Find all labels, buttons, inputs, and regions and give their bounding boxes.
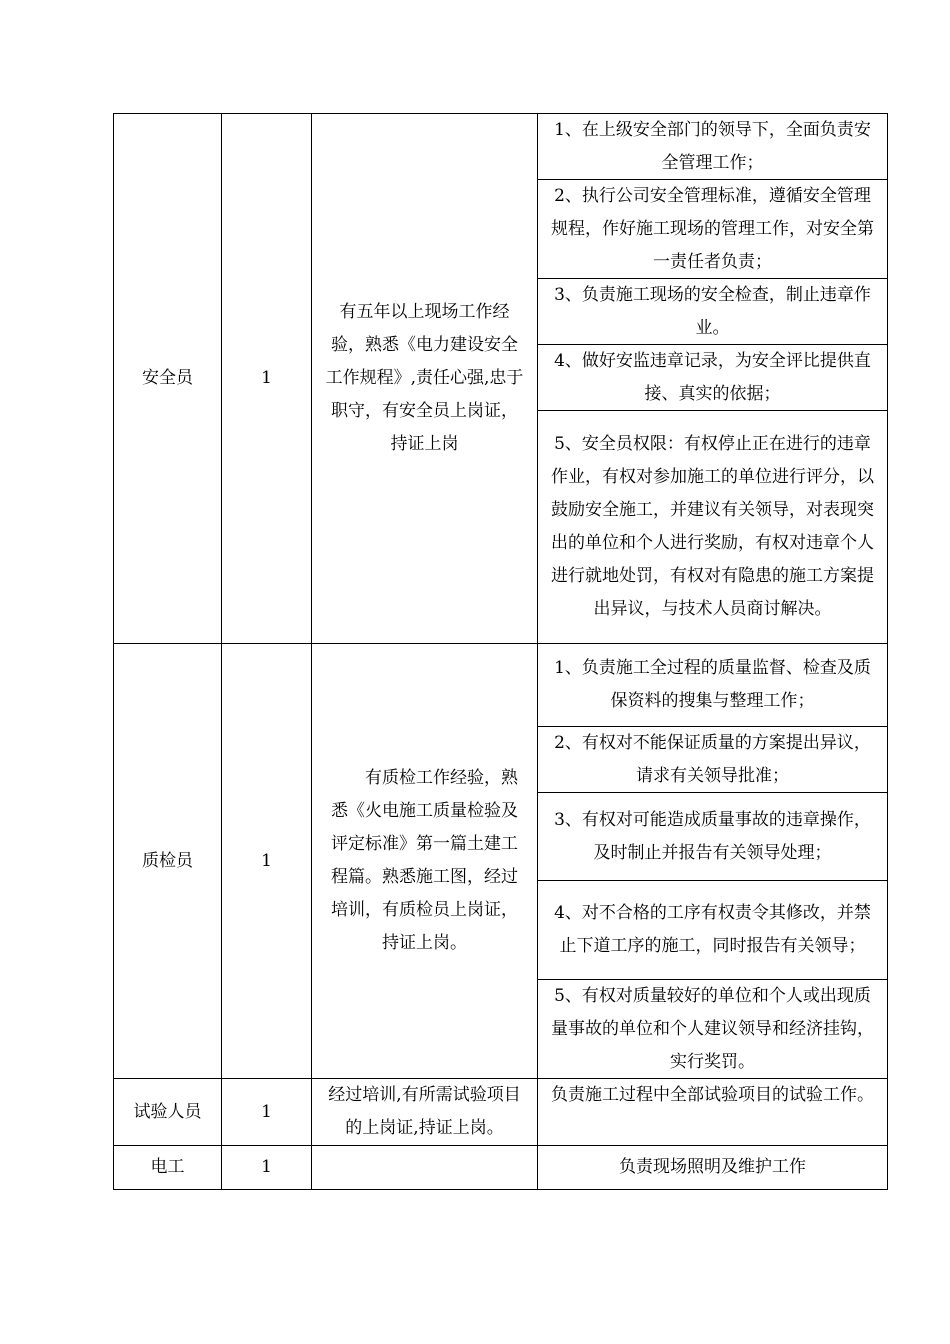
qualification-cell: 经过培训,有所需试验项目的上岗证,持证上岗。 <box>312 1079 538 1146</box>
table-row <box>114 644 888 1079</box>
count-cell: 1 <box>222 1079 312 1146</box>
duty-item: 4、做好安监违章记录，为安全评比提供直接、真实的依据； <box>538 345 887 411</box>
table-row <box>114 1146 888 1190</box>
count-cell: 1 <box>222 644 312 1079</box>
duty-item: 5、有权对质量较好的单位和个人或出现质量事故的单位和个人建议领导和经济挂钩，实行奖罚。 <box>551 985 874 1072</box>
duty-cell: 负责施工过程中全部试验项目的试验工作。 <box>538 1079 888 1146</box>
count-cell: 1 <box>222 1146 312 1190</box>
duties-cell <box>538 644 888 1079</box>
duty-item: 2、执行公司安全管理标准，遵循安全管理规程，作好施工现场的管理工作，对安全第一责任者负责； <box>538 180 887 279</box>
table-row <box>114 114 888 644</box>
duty-item: 3、有权对可能造成质量事故的违章操作，及时制止并报告有关领导处理； <box>538 793 887 881</box>
duty-item: 3、负责施工现场的安全检查，制止违章作业。 <box>538 279 887 345</box>
qualification-cell: 有五年以上现场工作经验，熟悉《电力建设安全工作规程》,责任心强,忠于职守，有安全员上岗证，持证上岗 <box>312 114 538 644</box>
duty-item: 5、安全员权限：有权停止正在进行的违章作业，有权对参加施工的单位进行评分，以鼓励安全施工，并建议有关领导，对表现突出的单位和个人进行奖励，有权对违章个人进行就地处罚，有权对有隐患的施工方案提出异议，与技术人员商讨解决。 <box>551 434 874 619</box>
table-row <box>114 1079 888 1146</box>
duties-cell <box>538 114 888 644</box>
count-cell: 1 <box>222 114 312 644</box>
duty-item: 2、有权对不能保证质量的方案提出异议，请求有关领导批准； <box>538 727 887 793</box>
position-cell: 质检员 <box>114 644 222 1079</box>
staff-duty-table <box>113 113 888 1190</box>
duty-item: 4、对不合格的工序有权责令其修改，并禁止下道工序的施工，同时报告有关领导； <box>538 881 887 980</box>
duty-item: 1、在上级安全部门的领导下，全面负责安全管理工作； <box>538 114 887 180</box>
duty-cell: 负责现场照明及维护工作 <box>538 1146 888 1190</box>
qualification-cell <box>312 1146 538 1190</box>
position-cell: 电工 <box>114 1146 222 1190</box>
position-cell: 试验人员 <box>114 1079 222 1146</box>
duty-item: 1、负责施工全过程的质量监督、检查及质保资料的搜集与整理工作； <box>538 644 887 727</box>
position-cell: 安全员 <box>114 114 222 644</box>
qualification-cell: 有质检工作经验，熟悉《火电施工质量检验及评定标准》第一篇土建工程篇。熟悉施工图，经过培训，有质检员上岗证，持证上岗。 <box>312 644 538 1079</box>
